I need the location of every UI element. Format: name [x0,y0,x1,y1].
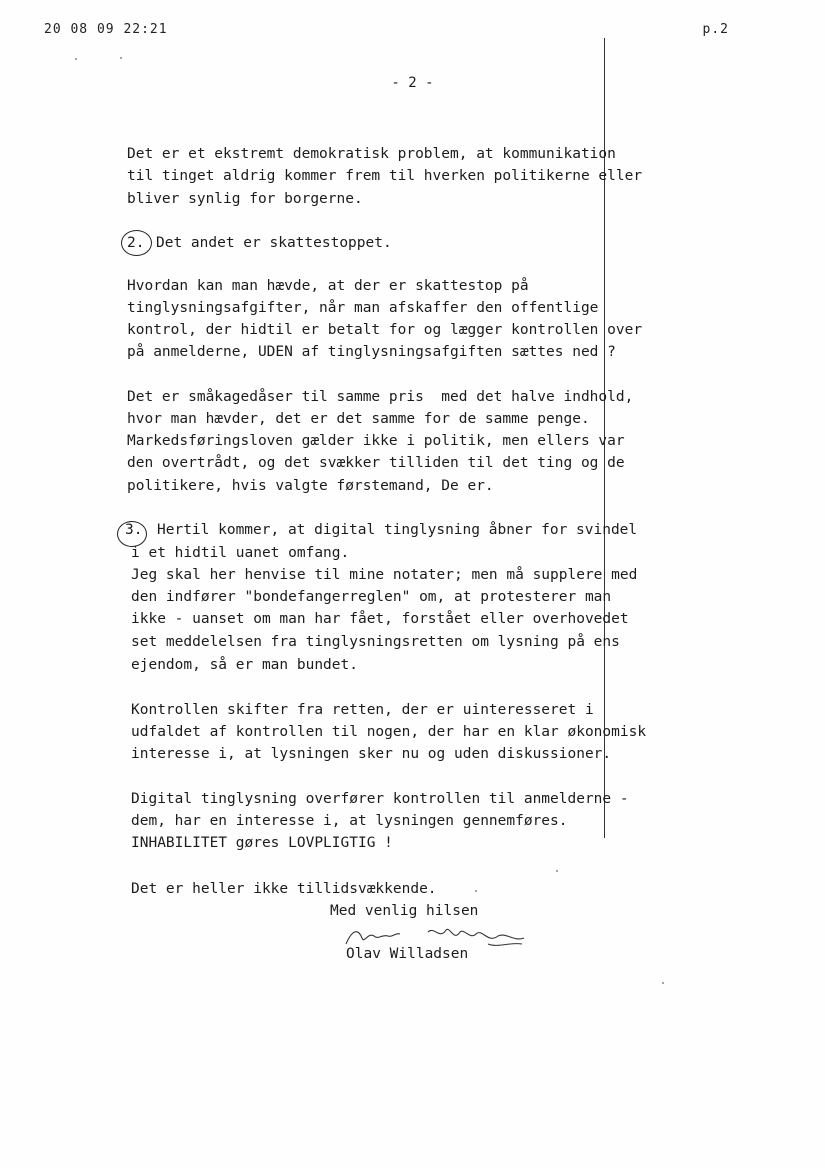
point-3-number: 3. [125,522,143,538]
page-number: - 2 - [391,75,434,91]
paragraph-4-line-1: Jeg skal her henvise til mine notater; men må supplere med [131,567,638,583]
paragraph-4-line-3: ikke - uanset om man har fået, forstået eller overhovedet [131,611,629,627]
scan-speck [662,982,664,984]
paragraph-4-line-5: ejendom, så er man bundet. [131,657,358,673]
paragraph-2-line-3: kontrol, der hidtil er betalt for og lægger kontrollen over [127,322,643,338]
point-2-heading: Det andet er skattestoppet. [156,235,392,251]
paragraph-2-line-1: Hvordan kan man hævde, at der er skattestop på [127,278,529,294]
handwritten-signature [338,918,528,952]
paragraph-3-line-4: den overtrådt, og det svækker tilliden til det ting og de [127,455,625,471]
point-3-line-1: Hertil kommer, at digital tinglysning åbner for svindel [157,522,638,538]
scan-speck [120,57,122,59]
point-2-number: 2. [127,235,145,251]
paragraph-6-line-2: dem, har en interesse i, at lysningen gennemføres. [131,813,568,829]
paragraph-6-line-1: Digital tinglysning overfører kontrollen til anmelderne - [131,791,629,807]
closing-line: Det er heller ikke tillidsvækkende. [131,881,437,897]
point-3-line-2: i et hidtil uanet omfang. [131,545,350,561]
paragraph-5-line-1: Kontrollen skifter fra retten, der er uinteresseret i [131,702,594,718]
paragraph-1-line-2: til tinget aldrig kommer frem til hverken politikerne eller [127,168,643,184]
paragraph-2-line-2: tinglysningsafgifter, når man afskaffer den offentlige [127,300,599,316]
paragraph-3-line-2: hvor man hævder, det er det samme for de samme penge. [127,411,590,427]
paragraph-4-line-2: den indfører "bondefangerreglen" om, at protesterer man [131,589,612,605]
paragraph-6-line-3: INHABILITET gøres LOVPLIGTIG ! [131,835,393,851]
scan-speck [475,890,477,892]
closing-greeting: Med venlig hilsen [330,903,479,919]
paragraph-4-line-4: set meddelelsen fra tinglysningsretten om lysning på ens [131,634,620,650]
scan-speck [556,870,558,872]
paragraph-5-line-3: interesse i, at lysningen sker nu og uden diskussioner. [131,746,612,762]
paragraph-3-line-1: Det er småkagedåser til samme pris med det halve indhold, [127,389,634,405]
paragraph-1-line-1: Det er et ekstremt demokratisk problem, at kommunikation [127,146,616,162]
paragraph-2-line-4: på anmelderne, UDEN af tinglysningsafgiften sættes ned ? [127,344,616,360]
paragraph-1-line-3: bliver synlig for borgerne. [127,191,363,207]
paragraph-3-line-5: politikere, hvis valgte førstemand, De er. [127,478,494,494]
paragraph-5-line-2: udfaldet af kontrollen til nogen, der har en klar økonomisk [131,724,647,740]
fax-timestamp: 20 08 09 22:21 [44,22,168,37]
signature-name: Olav Willadsen [346,946,469,962]
scan-speck [75,58,77,60]
fax-page-ref: p.2 [702,22,729,37]
paragraph-3-line-3: Markedsføringsloven gælder ikke i politik, men ellers var [127,433,625,449]
